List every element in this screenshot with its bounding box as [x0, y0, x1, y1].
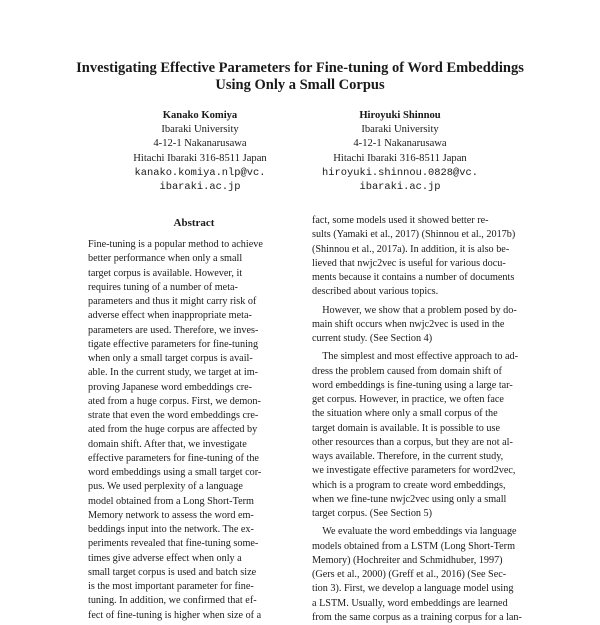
author-block — [280, 109, 520, 194]
text-line: effective parameters for fine-tuning of the — [88, 452, 259, 464]
author-email: kanako.komiya.nlp@vc. — [134, 166, 266, 179]
text-line: ways available. Therefore, in the current study, — [312, 451, 504, 462]
abstract-body — [88, 238, 300, 623]
text-line: parameters are used. Therefore, we inves- — [88, 324, 259, 336]
text-line: Fine-tuning is a popular method to achieve — [88, 239, 263, 250]
text-line: times give adverse effect when only a — [88, 552, 242, 564]
paper-title — [60, 60, 540, 94]
text-line: when we fine-tune nwjc2vec using only a small — [312, 493, 507, 505]
author-affiliation: Ibaraki University — [161, 124, 239, 136]
text-line: ated from a huge corpus. First, we demon- — [88, 395, 261, 407]
text-line: from the same corpus as a training corpus for a lan- — [312, 611, 522, 623]
text-line: a LSTM. Usually, word embeddings are learned — [312, 597, 508, 609]
author-email: ibaraki.ac.jp — [159, 181, 241, 194]
text-line: requires tuning of a number of meta- — [88, 281, 238, 293]
author-address: 4-12-1 Nakanarusawa — [353, 138, 447, 150]
author-email: hiroyuki.shinnou.0828@vc. — [322, 166, 478, 179]
text-line: is the most important parameter for fine- — [88, 581, 254, 592]
text-line: ments because it contains a number of documents — [312, 272, 515, 283]
text-line: tion 3). First, we develop a language model using — [312, 583, 514, 595]
text-line: other resources than a corpus, but they are not al- — [312, 436, 513, 448]
title-line: Investigating Effective Parameters for Fine-tuning of Word Embeddings — [76, 60, 524, 76]
text-line: the situation where only a small corpus of the — [312, 408, 498, 420]
text-line: However, we show that a problem posed by do- — [312, 304, 517, 316]
text-line: target corpus is available. However, it — [88, 267, 243, 279]
text-line: word embeddings using a small target cor- — [88, 467, 262, 478]
text-line: ated from the huge corpus are affected by — [88, 424, 258, 436]
text-line: parameters and thus it might carry risk of — [88, 296, 257, 307]
text-line: periments revealed that fine-tuning some- — [88, 538, 259, 550]
author-city: Hitachi Ibaraki 316-8511 Japan — [333, 152, 467, 164]
text-line: better performance when only a small — [88, 253, 243, 265]
author-city: Hitachi Ibaraki 316-8511 Japan — [133, 152, 267, 164]
title-line: Using Only a Small Corpus — [215, 77, 385, 93]
text-line: lieved that nwjc2vec is useful for various docu- — [312, 257, 506, 269]
text-line: described about various topics. — [312, 286, 439, 298]
text-line: proving Japanese word embeddings cre- — [88, 381, 253, 393]
text-line: word embeddings is fine-tuning using a large tar- — [312, 379, 513, 391]
text-line: Memory) (Hochreiter and Schmidhuber, 1997) — [312, 554, 503, 566]
abstract-heading: Abstract — [173, 217, 215, 229]
text-line: (Gers et al., 2000) (Greff et al., 2016) (See Sec- — [312, 569, 507, 580]
text-line: adverse effect when inappropriate meta- — [88, 310, 252, 322]
text-line: fact, some models used it showed better re- — [312, 215, 489, 226]
text-line: We evaluate the word embeddings via language — [312, 526, 517, 538]
author-name: Kanako Komiya — [162, 110, 238, 121]
text-line: strate that even the word embeddings cre- — [88, 410, 259, 421]
text-line: target domain is available. It is possible to use — [312, 422, 500, 434]
text-line: sults (Yamaki et al., 2017) (Shinnou et al., 2017b) — [312, 229, 516, 241]
author-email: ibaraki.ac.jp — [359, 181, 441, 194]
author-name: Hiroyuki Shinnou — [359, 110, 441, 121]
text-line: main shift occurs when nwjc2vec is used in the — [312, 318, 505, 330]
text-line: get corpus. However, in practice, we often face — [312, 394, 504, 405]
text-line: (Shinnou et al., 2017a). In addition, it is also be- — [312, 243, 510, 255]
text-line: current study. (See Section 4) — [312, 333, 433, 344]
text-line: target corpus. (See Section 5) — [312, 508, 433, 519]
text-line: beddings input into the network. The ex- — [88, 524, 254, 535]
author-affiliation: Ibaraki University — [361, 124, 439, 136]
text-line: tigate effective parameters for fine-tuning — [88, 338, 259, 350]
text-line: pus. We used perplexity of a language — [88, 481, 243, 493]
text-line: which is a program to create word embeddings, — [312, 479, 506, 491]
text-line: we investigate effective parameters for word2vec, — [312, 465, 516, 477]
text-line: small target corpus is used and batch size — [88, 566, 257, 578]
text-line: domain shift. After that, we investigate — [88, 438, 247, 450]
text-line: when only a small target corpus is avail- — [88, 353, 253, 364]
text-line: models obtained from a LSTM (Long Short-Term — [312, 540, 515, 552]
text-line: able. In the current study, we target at im- — [88, 367, 259, 379]
text-line: model obtained from a Long Short-Term — [88, 495, 254, 507]
text-line: tuning. In addition, we confirmed that ef- — [88, 595, 257, 607]
author-address: 4-12-1 Nakanarusawa — [153, 138, 247, 150]
right-column-body — [312, 214, 526, 625]
text-line: dress the problem caused from domain shift of — [312, 365, 502, 377]
text-line: The simplest and most effective approach to ad- — [312, 351, 519, 363]
text-line: Memory network to assess the word em- — [88, 509, 254, 521]
text-line: fect of fine-tuning is higher when size of a — [88, 609, 262, 621]
